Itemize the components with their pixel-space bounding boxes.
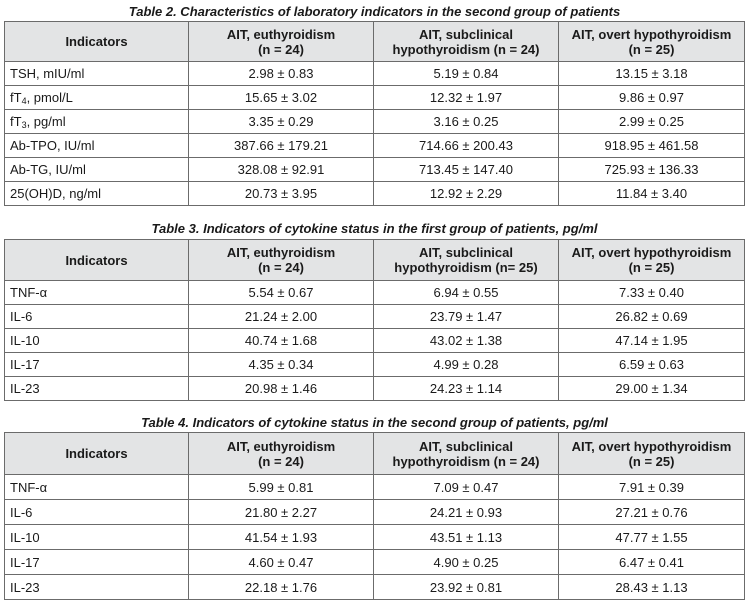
table-row [5,305,745,329]
data-table [4,21,745,206]
table-row [5,62,745,86]
indicator-cell [5,281,189,305]
indicator-cell [5,110,189,134]
table-caption: Table 2. Characteristics of laboratory indicators in the second group of patients [128,4,621,19]
value-cell-col-2: 4.35 ± 0.34 [189,353,374,377]
data-table [4,432,745,600]
table-row [5,329,745,353]
header-indicators: Indicators [5,240,189,281]
header-col-2 [189,22,374,62]
indicator-label: TNF-α [10,285,48,300]
header-indicators: Indicators [5,22,189,62]
header-indicators: Indicators [5,433,189,475]
indicator-unit: , pmol/L [26,90,73,105]
header-line-1: AIT, subclinical [419,438,513,454]
header-col-3 [374,240,559,281]
table-body [5,475,745,600]
value-cell-col-2: 5.99 ± 0.81 [189,475,374,500]
value-cell-col-2: 2.98 ± 0.83 [189,62,374,86]
value-cell-col-3: 24.21 ± 0.93 [374,500,559,525]
table-row [5,110,745,134]
header-line-2: (n = 25) [628,453,675,469]
header-line-2: hypothyroidism (n = 24) [392,453,540,469]
value-cell-col-4: 29.00 ± 1.34 [559,377,745,401]
header-col-4 [559,22,745,62]
indicator-subscript: 4 [21,96,27,106]
header-line-2: hypothyroidism (n = 24) [392,41,540,57]
value-cell-col-4: 28.43 ± 1.13 [559,575,745,600]
value-cell-col-3: 12.32 ± 1.97 [374,86,559,110]
header-line-2: (n = 24) [258,41,304,57]
indicator-label: IL-23 [10,381,40,396]
value-cell-col-2: 5.54 ± 0.67 [189,281,374,305]
table-row [5,281,745,305]
header-row [5,22,745,62]
table-row [5,575,745,600]
header-line-2: hypothyroidism (n= 25) [394,260,538,275]
value-cell-col-3: 43.02 ± 1.38 [374,329,559,353]
header-line-1: AIT, overt hypothyroidism [571,26,732,42]
header-line-2: (n = 24) [258,453,304,469]
value-cell-col-4: 11.84 ± 3.40 [559,182,745,206]
header-col-3 [374,433,559,475]
indicator-cell [5,353,189,377]
header-col-4 [559,240,745,281]
table-row [5,377,745,401]
indicator-label: 25(OH)D, ng/ml [10,186,102,201]
value-cell-col-3: 4.90 ± 0.25 [374,550,559,575]
header-line-2: (n = 25) [628,260,675,275]
value-cell-col-3: 23.79 ± 1.47 [374,305,559,329]
value-cell-col-2: 40.74 ± 1.68 [189,329,374,353]
indicator-label: TSH, mIU/ml [10,66,85,81]
table-caption: Table 3. Indicators of cytokine status in the first group of patients, pg/ml [151,221,598,236]
indicator-label: Ab-TPO, IU/ml [10,138,95,153]
table-row [5,500,745,525]
header-line-2: (n = 25) [628,41,675,57]
indicator-label: fT [10,90,22,105]
value-cell-col-2: 22.18 ± 1.76 [189,575,374,600]
table-row [5,86,745,110]
value-cell-col-2: 3.35 ± 0.29 [189,110,374,134]
value-cell-col-4: 918.95 ± 461.58 [559,134,745,158]
value-cell-col-3: 43.51 ± 1.13 [374,525,559,550]
value-cell-col-3: 7.09 ± 0.47 [374,475,559,500]
indicator-cell [5,525,189,550]
table-row [5,158,745,182]
value-cell-col-3: 713.45 ± 147.40 [374,158,559,182]
value-cell-col-3: 6.94 ± 0.55 [374,281,559,305]
value-cell-col-2: 328.08 ± 92.91 [189,158,374,182]
value-cell-col-2: 20.98 ± 1.46 [189,377,374,401]
indicator-cell [5,329,189,353]
header-line-1: AIT, overt hypothyroidism [571,245,732,260]
indicator-label: Ab-TG, IU/ml [10,162,86,177]
table-row [5,550,745,575]
indicator-cell [5,305,189,329]
header-line-1: AIT, euthyroidism [226,438,336,454]
value-cell-col-4: 6.47 ± 0.41 [559,550,745,575]
header-line-1: AIT, euthyroidism [226,26,336,42]
indicator-cell [5,86,189,110]
value-cell-col-4: 9.86 ± 0.97 [559,86,745,110]
table-header [5,433,745,475]
value-cell-col-4: 27.21 ± 0.76 [559,500,745,525]
indicator-cell [5,575,189,600]
indicator-label: IL-23 [10,579,40,595]
value-cell-col-2: 21.24 ± 2.00 [189,305,374,329]
header-col-2 [189,433,374,475]
value-cell-col-2: 21.80 ± 2.27 [189,500,374,525]
value-cell-col-3: 4.99 ± 0.28 [374,353,559,377]
value-cell-col-4: 47.77 ± 1.55 [559,525,745,550]
indicator-label: fT [10,114,22,129]
value-cell-col-3: 5.19 ± 0.84 [374,62,559,86]
table-header [5,240,745,281]
table-row [5,134,745,158]
value-cell-col-3: 714.66 ± 200.43 [374,134,559,158]
value-cell-col-4: 6.59 ± 0.63 [559,353,745,377]
table-row [5,525,745,550]
table-body [5,281,745,401]
header-row [5,240,745,281]
value-cell-col-4: 13.15 ± 3.18 [559,62,745,86]
header-line-1: AIT, overt hypothyroidism [571,438,732,454]
table-header [5,22,745,62]
header-row [5,433,745,475]
header-col-4 [559,433,745,475]
value-cell-col-3: 24.23 ± 1.14 [374,377,559,401]
indicator-cell [5,134,189,158]
table-row [5,475,745,500]
value-cell-col-2: 4.60 ± 0.47 [189,550,374,575]
value-cell-col-4: 7.91 ± 0.39 [559,475,745,500]
indicator-label: IL-10 [10,529,40,545]
header-line-1: AIT, euthyroidism [226,245,336,260]
indicator-label: IL-10 [10,333,40,348]
value-cell-col-4: 725.93 ± 136.33 [559,158,745,182]
indicator-cell [5,62,189,86]
indicator-label: IL-17 [10,357,40,372]
value-cell-col-4: 26.82 ± 0.69 [559,305,745,329]
value-cell-col-4: 7.33 ± 0.40 [559,281,745,305]
indicator-label: IL-6 [10,504,33,520]
value-cell-col-3: 23.92 ± 0.81 [374,575,559,600]
header-line-1: AIT, subclinical [419,26,513,42]
header-line-1: AIT, subclinical [419,245,513,260]
value-cell-col-3: 3.16 ± 0.25 [374,110,559,134]
indicator-cell [5,158,189,182]
value-cell-col-4: 2.99 ± 0.25 [559,110,745,134]
value-cell-col-2: 15.65 ± 3.02 [189,86,374,110]
value-cell-col-2: 41.54 ± 1.93 [189,525,374,550]
value-cell-col-2: 387.66 ± 179.21 [189,134,374,158]
indicator-unit: , pg/ml [26,114,66,129]
value-cell-col-4: 47.14 ± 1.95 [559,329,745,353]
table-body [5,62,745,206]
indicator-label: IL-17 [10,554,40,570]
table-row [5,353,745,377]
header-line-2: (n = 24) [258,260,304,275]
indicator-label: TNF-α [10,479,48,495]
indicator-cell [5,550,189,575]
indicator-cell [5,475,189,500]
indicator-cell [5,182,189,206]
table-row [5,182,745,206]
header-col-3 [374,22,559,62]
indicator-subscript: 3 [21,120,27,130]
value-cell-col-3: 12.92 ± 2.29 [374,182,559,206]
header-col-2 [189,240,374,281]
indicator-label: IL-6 [10,309,33,324]
indicator-cell [5,500,189,525]
indicator-cell [5,377,189,401]
data-table [4,239,745,401]
value-cell-col-2: 20.73 ± 3.95 [189,182,374,206]
table-caption: Table 4. Indicators of cytokine status in the second group of patients, pg/ml [141,415,608,430]
